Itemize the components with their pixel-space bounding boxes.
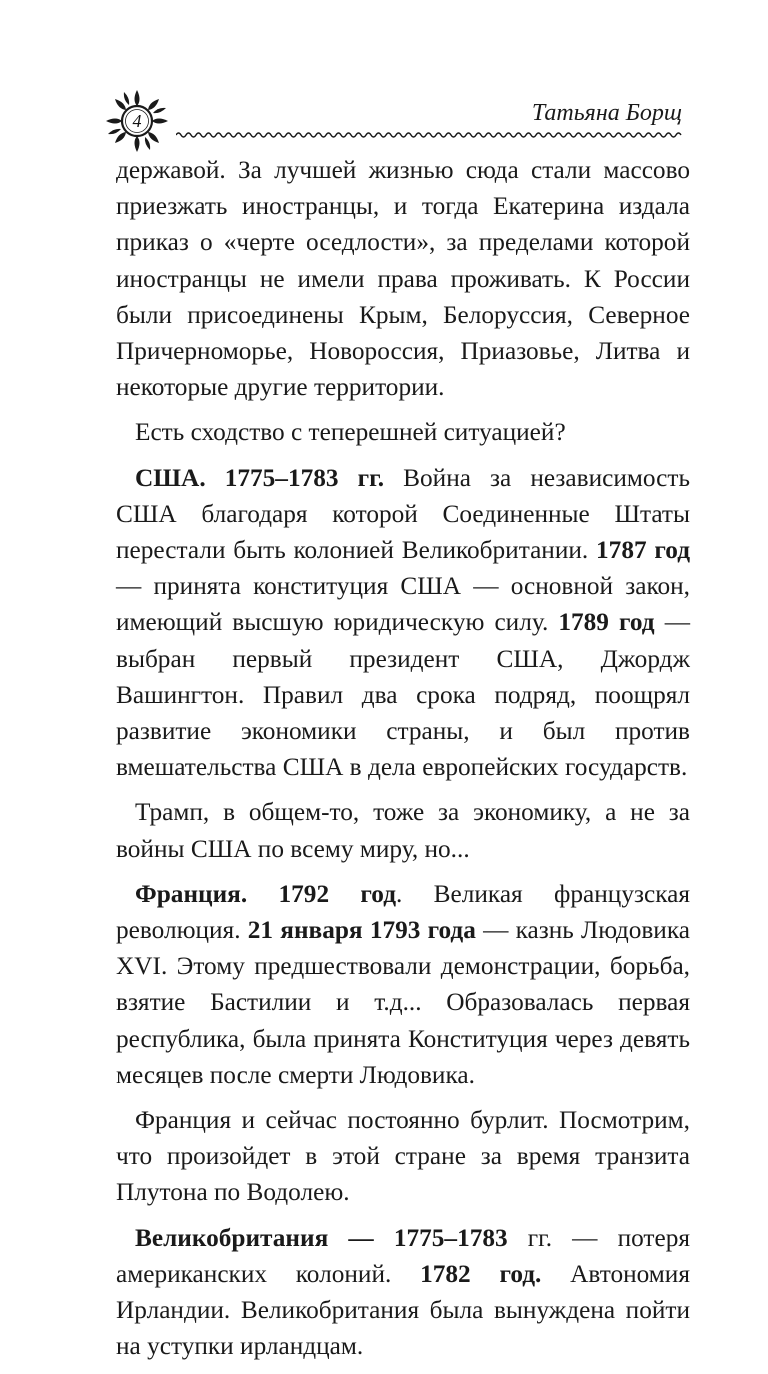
- france-heading: Франция. 1792 год: [135, 879, 396, 908]
- paragraph-trump: Трамп, в общем-то, тоже за экономику, а не за войны США по всему миру, но...: [116, 798, 690, 863]
- running-header-author: Татьяна Борщ: [531, 100, 682, 126]
- year-1782: 1782 год.: [420, 1259, 542, 1288]
- paragraph-usa: США. 1775–1783 гг. Война за независимость США благодаря которой Соединенные Штаты перестали быть колонией Великобритании. 1787 год — принята конституция США — основной закон, имеющий высшую юридическую силу. 1789 год — выбран первый президент США, Джордж Вашингтон. Правил два срока подряд, поощрял развитие экономики страны, и был против вмешательства США в дела европейских государств.: [116, 463, 690, 782]
- paragraph-france-today: Франция и сейчас постоянно бурлит. Посмотрим, что произойдет в этой стране за время транзита Плутона по Водолею.: [116, 1106, 690, 1207]
- page-body: [116, 152, 690, 1374]
- paragraph-france: Франция. 1792 год. Великая французская революция. 21 января 1793 года — казнь Людовика XVI. Этому предшествовали демонстрации, борьба, взятие Бастилии и т.д... Образовалась первая республика, была принята Конституция через девять месяцев после смерти Людовика.: [116, 879, 690, 1089]
- paragraph-similarity-question: Есть сходство с теперешней ситуацией?: [135, 418, 566, 447]
- header-rule: [176, 130, 682, 140]
- date-1793: 21 января 1793 года: [247, 916, 476, 945]
- paragraph-catherine: державой. За лучшей жизнью сюда стали массово приезжать иностранцы, и тогда Екатерина издала приказ о «черте оседлости», за пределами которой иностранцы не имели права проживать. К России были присоединены Крым, Белоруссия, Северное Причерноморье, Новороссия, Приазовье, Литва и некоторые другие территории.: [116, 156, 690, 402]
- year-1789: 1789 год: [558, 608, 655, 637]
- page-number: 4: [132, 111, 142, 131]
- usa-heading: США. 1775–1783 гг.: [135, 463, 385, 492]
- britain-heading: Великобритания — 1775–1783: [135, 1223, 508, 1252]
- year-1787: 1787 год: [596, 536, 690, 565]
- running-header: [102, 86, 682, 156]
- paragraph-britain: Великобритания — 1775–1783 гг. — потеря американских колоний. 1782 год. Автономия Ирландии. Великобритания была вынуждена пойти на уступки ирландцам.: [116, 1223, 690, 1361]
